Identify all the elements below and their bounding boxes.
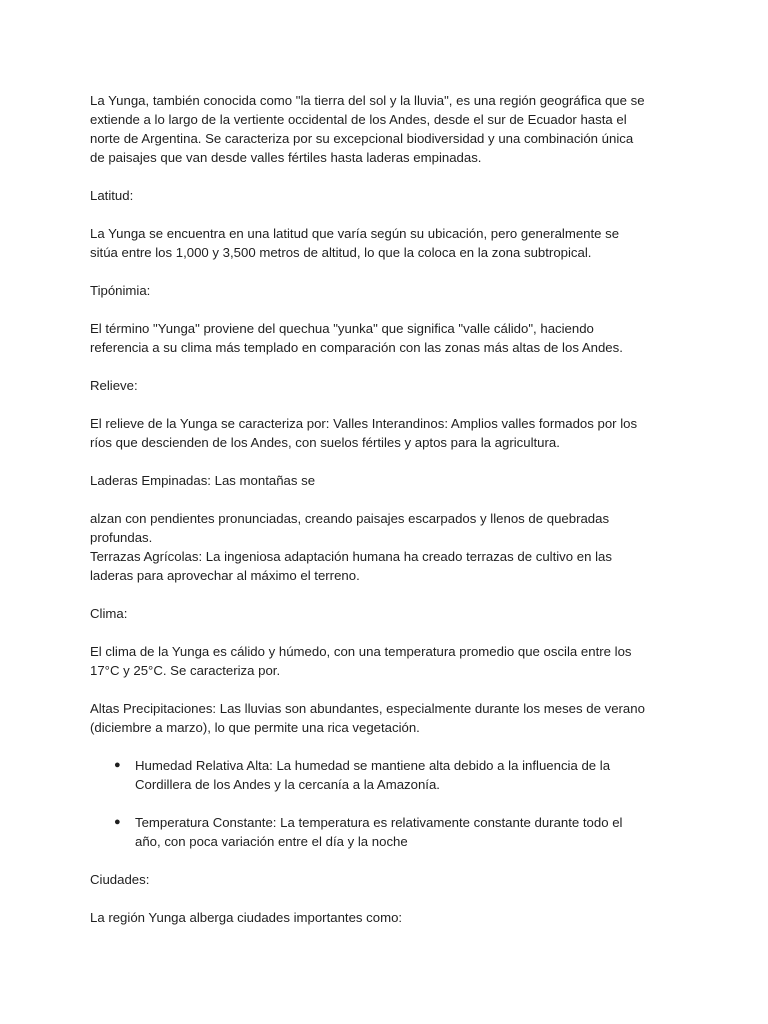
alzan-paragraph: alzan con pendientes pronunciadas, creando paisajes escarpados y llenos de quebradas profundas. xyxy=(90,511,610,545)
relieve-paragraph: El relieve de la Yunga se caracteriza por: Valles Interandinos: Amplios valles formados por los ríos que descienden de los Andes, con suelos fértiles y aptos para la agricultura. xyxy=(90,416,638,450)
ciudades-heading: Ciudades: xyxy=(90,872,150,887)
bullet-icon: ● xyxy=(114,759,121,771)
list-item xyxy=(90,756,688,794)
ciudades-paragraph: La región Yunga alberga ciudades importantes como: xyxy=(90,910,403,925)
bullet-text: Humedad Relativa Alta: La humedad se mantiene alta debido a la influencia de la Cordillera de los Andes y la cercanía a la Amazonía. xyxy=(135,758,611,792)
list-item xyxy=(90,813,688,851)
latitud-heading: Latitud: xyxy=(90,188,134,203)
bullet-text: Temperatura Constante: La temperatura es relativamente constante durante todo el año, con poca variación entre el día y la noche xyxy=(135,815,623,849)
terrazas-paragraph: Terrazas Agrícolas: La ingeniosa adaptación humana ha creado terrazas de cultivo en las laderas para aprovechar al máximo el terreno. xyxy=(90,549,612,583)
intro-paragraph: La Yunga, también conocida como "la tierra del sol y la lluvia", es una región geográfica que se extiende a lo largo de la vertiente occidental de los Andes, desde el sur de Ecuador hasta el norte de Argentina. Se caracteriza por su excepcional biodiversidad y una combinación única de paisajes que van desde valles fértiles hasta laderas empinadas. xyxy=(90,93,645,165)
clima-paragraph: El clima de la Yunga es cálido y húmedo, con una temperatura promedio que oscila entre los 17°C y 25°C. Se caracteriza por. xyxy=(90,644,632,678)
clima-bullet-list xyxy=(90,756,688,851)
bullet-icon: ● xyxy=(114,816,121,828)
laderas-paragraph: Laderas Empinadas: Las montañas se xyxy=(90,473,316,488)
toponimia-paragraph: El término "Yunga" proviene del quechua "yunka" que significa "valle cálido", haciendo referencia a su clima más templado en comparación con las zonas más altas de los Andes. xyxy=(90,321,623,355)
relieve-heading: Relieve: xyxy=(90,378,138,393)
precipitaciones-paragraph: Altas Precipitaciones: Las lluvias son abundantes, especialmente durante los meses de verano (diciembre a marzo), lo que permite una rica vegetación. xyxy=(90,701,645,735)
toponimia-heading: Tipónimia: xyxy=(90,283,151,298)
clima-heading: Clima: xyxy=(90,606,128,621)
latitud-paragraph: La Yunga se encuentra en una latitud que varía según su ubicación, pero generalmente se sitúa entre los 1,000 y 3,500 metros de altitud, lo que la coloca en la zona subtropical. xyxy=(90,226,620,260)
